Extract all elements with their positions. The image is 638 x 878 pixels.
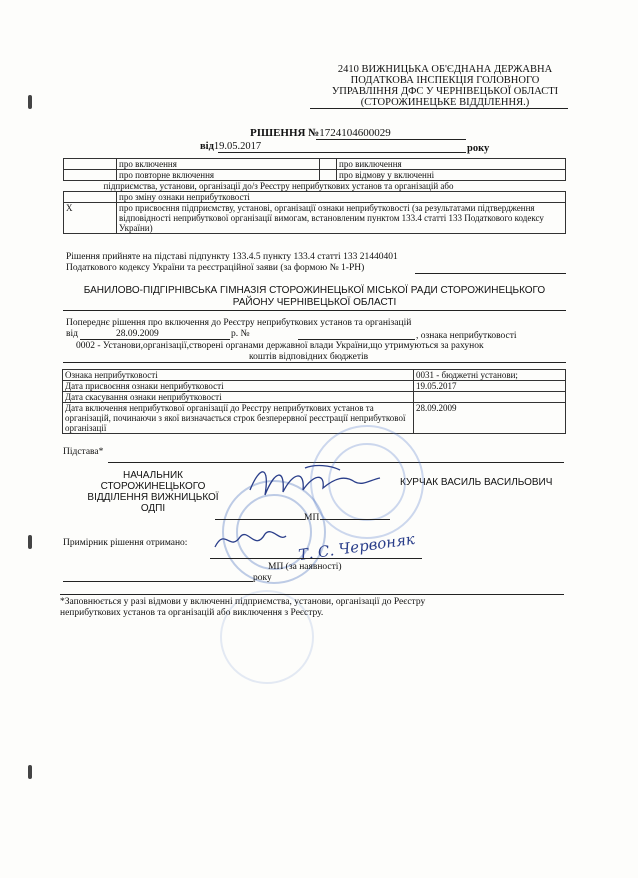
table-row [64,181,566,192]
previous-number-underline [298,339,415,340]
signer-position [68,470,238,514]
info-label: Дата скасування ознаки неприбутковості [63,392,414,403]
organization-name [63,285,566,309]
header-line: УПРАВЛІННЯ ДФС У ЧЕРНІВЕЦЬКОЇ ОБЛАСТІ [331,86,559,97]
decision-date-underline [218,152,466,153]
info-label: Ознака неприбутковості [63,370,414,381]
year-label: року [467,143,490,154]
option-change-sign: про зміну ознаки неприбутковості [117,192,566,203]
option-repeat-inclusion: про повторне включення [117,170,320,181]
received-underline [210,558,422,559]
position-line: НАЧАЛЬНИК [122,470,184,481]
punch-hole-mark [28,535,32,549]
decision-date-line [200,141,261,152]
header-line: (СТОРОЖИНЕЦЬКЕ ВІДДІЛЕННЯ.) [360,97,530,108]
option-exclusion: про виключення [337,159,566,170]
mp-label: МП [304,513,320,523]
info-table [62,369,566,434]
previous-number-label: р. № [231,329,250,339]
previous-date-underline [80,339,230,340]
basis-line-2: Податкового кодексу України та реєстраційної заяви (за формою № 1-РН) [66,263,365,273]
grounds-label: Підстава* [63,447,104,457]
checkbox-mark: X [64,203,117,234]
punch-hole-mark [28,95,32,109]
basis-line-1: Рішення прийняте на підставі підпункту 133.4.5 пункту 133.4 статті 133 21440401 [66,252,398,262]
header-line: 2410 ВИЖНИЦЬКА ОБ'ЄДНАНА ДЕРЖАВНА [337,64,553,75]
mp-underline [215,519,305,520]
mp-note: МП (за наявності) [268,562,342,572]
header-line: ПОДАТКОВА ІНСПЕКЦІЯ ГОЛОВНОГО [350,75,540,86]
position-line: ОДПІ [140,503,166,514]
organization-line: БАНИЛОВО-ПІДГІРНІВСЬКА ГІМНАЗІЯ СТОРОЖИНЕЦЬКОЇ МІСЬКОЇ РАДИ СТОРОЖИНЕЦЬКОГО [83,285,546,296]
previous-line-1: Попереднє рішення про включення до Реєстру неприбуткових установ та організацій [66,318,412,328]
table-row [63,392,566,403]
enterprise-line: підприємства, установи, організації до/з Реєстру неприбуткових установ та організацій або [103,181,454,191]
table-row [63,403,566,434]
decision-number-underline [316,139,466,140]
position-line: СТОРОЖИНЕЦЬКОГО [100,481,206,492]
received-year-label: року [253,573,272,583]
previous-date: 28.09.2009 [116,329,159,339]
decision-title-label: РІШЕННЯ № [250,127,320,139]
table-row [64,203,566,234]
organization-line: РАЙОНУ ЧЕРНІВЕЦЬКОЇ ОБЛАСТІ [232,297,397,308]
recipient-handwritten-name: Т. С. Червоняк [297,529,416,565]
position-line: ВІДДІЛЕННЯ ВИЖНИЦЬКОЇ [87,492,219,503]
director-signature [245,460,385,505]
mp-underline-right [320,519,390,520]
basis-underline [415,273,566,274]
table-row [64,159,566,170]
signer-name: КУРЧАК ВАСИЛЬ ВАСИЛЬОВИЧ [400,477,553,488]
previous-underline [63,362,566,363]
option-assignment: про присвоєння підприємству, установі, організації ознаки неприбутковості (за результатами підтвердження відповідності неприбуткової організації вимогам, встановленим пунктом 133.4 статті 133 Податкового кодексу України) [117,203,566,234]
punch-hole-mark [28,765,32,779]
received-label: Примірник рішення отримано: [63,538,188,548]
decision-date: 19.05.2017 [213,141,262,152]
previous-code-line-2: коштів відповідних бюджетів [249,352,369,362]
table-row [63,370,566,381]
info-value [414,392,566,403]
info-value: 19.05.2017 [414,381,566,392]
from-label: від [200,141,214,152]
decision-title [250,128,391,139]
table-row [63,381,566,392]
previous-code-line: 0002 - Установи,організації,створені органами державної влади України,що утримуються за рахунок [76,341,484,351]
footnote-line-2: неприбуткових установ та організацій або виключення з Реєстру. [60,608,324,618]
option-refusal: про відмову у включенні [337,170,566,181]
organization-underline [63,310,566,311]
received-date-underline [63,581,253,582]
decision-type-table [63,158,566,234]
info-label: Дата включення неприбуткової організації до Реєстру неприбуткових установ та організацій, починаючи з якої визначається строк безперервної реєстрації неприбуткової організації [63,403,414,434]
info-value: 0031 - бюджетні установи; [414,370,566,381]
info-value: 28.09.2009 [414,403,566,434]
footnote-separator [60,594,564,595]
recipient-signature [210,522,290,562]
authority-header [300,64,590,108]
previous-sign-label: , ознака неприбутковості [416,331,517,341]
table-row [64,170,566,181]
option-inclusion: про включення [117,159,320,170]
previous-from-label: від [66,329,78,339]
footnote-line-1: *Заповнюється у разі відмови у включенні підприємства, установи, організації до Реєстру [60,597,426,607]
table-row [64,192,566,203]
decision-number: 1724104600029 [319,127,391,139]
header-underline [310,108,568,109]
info-label: Дата присвоєння ознаки неприбутковості [63,381,414,392]
